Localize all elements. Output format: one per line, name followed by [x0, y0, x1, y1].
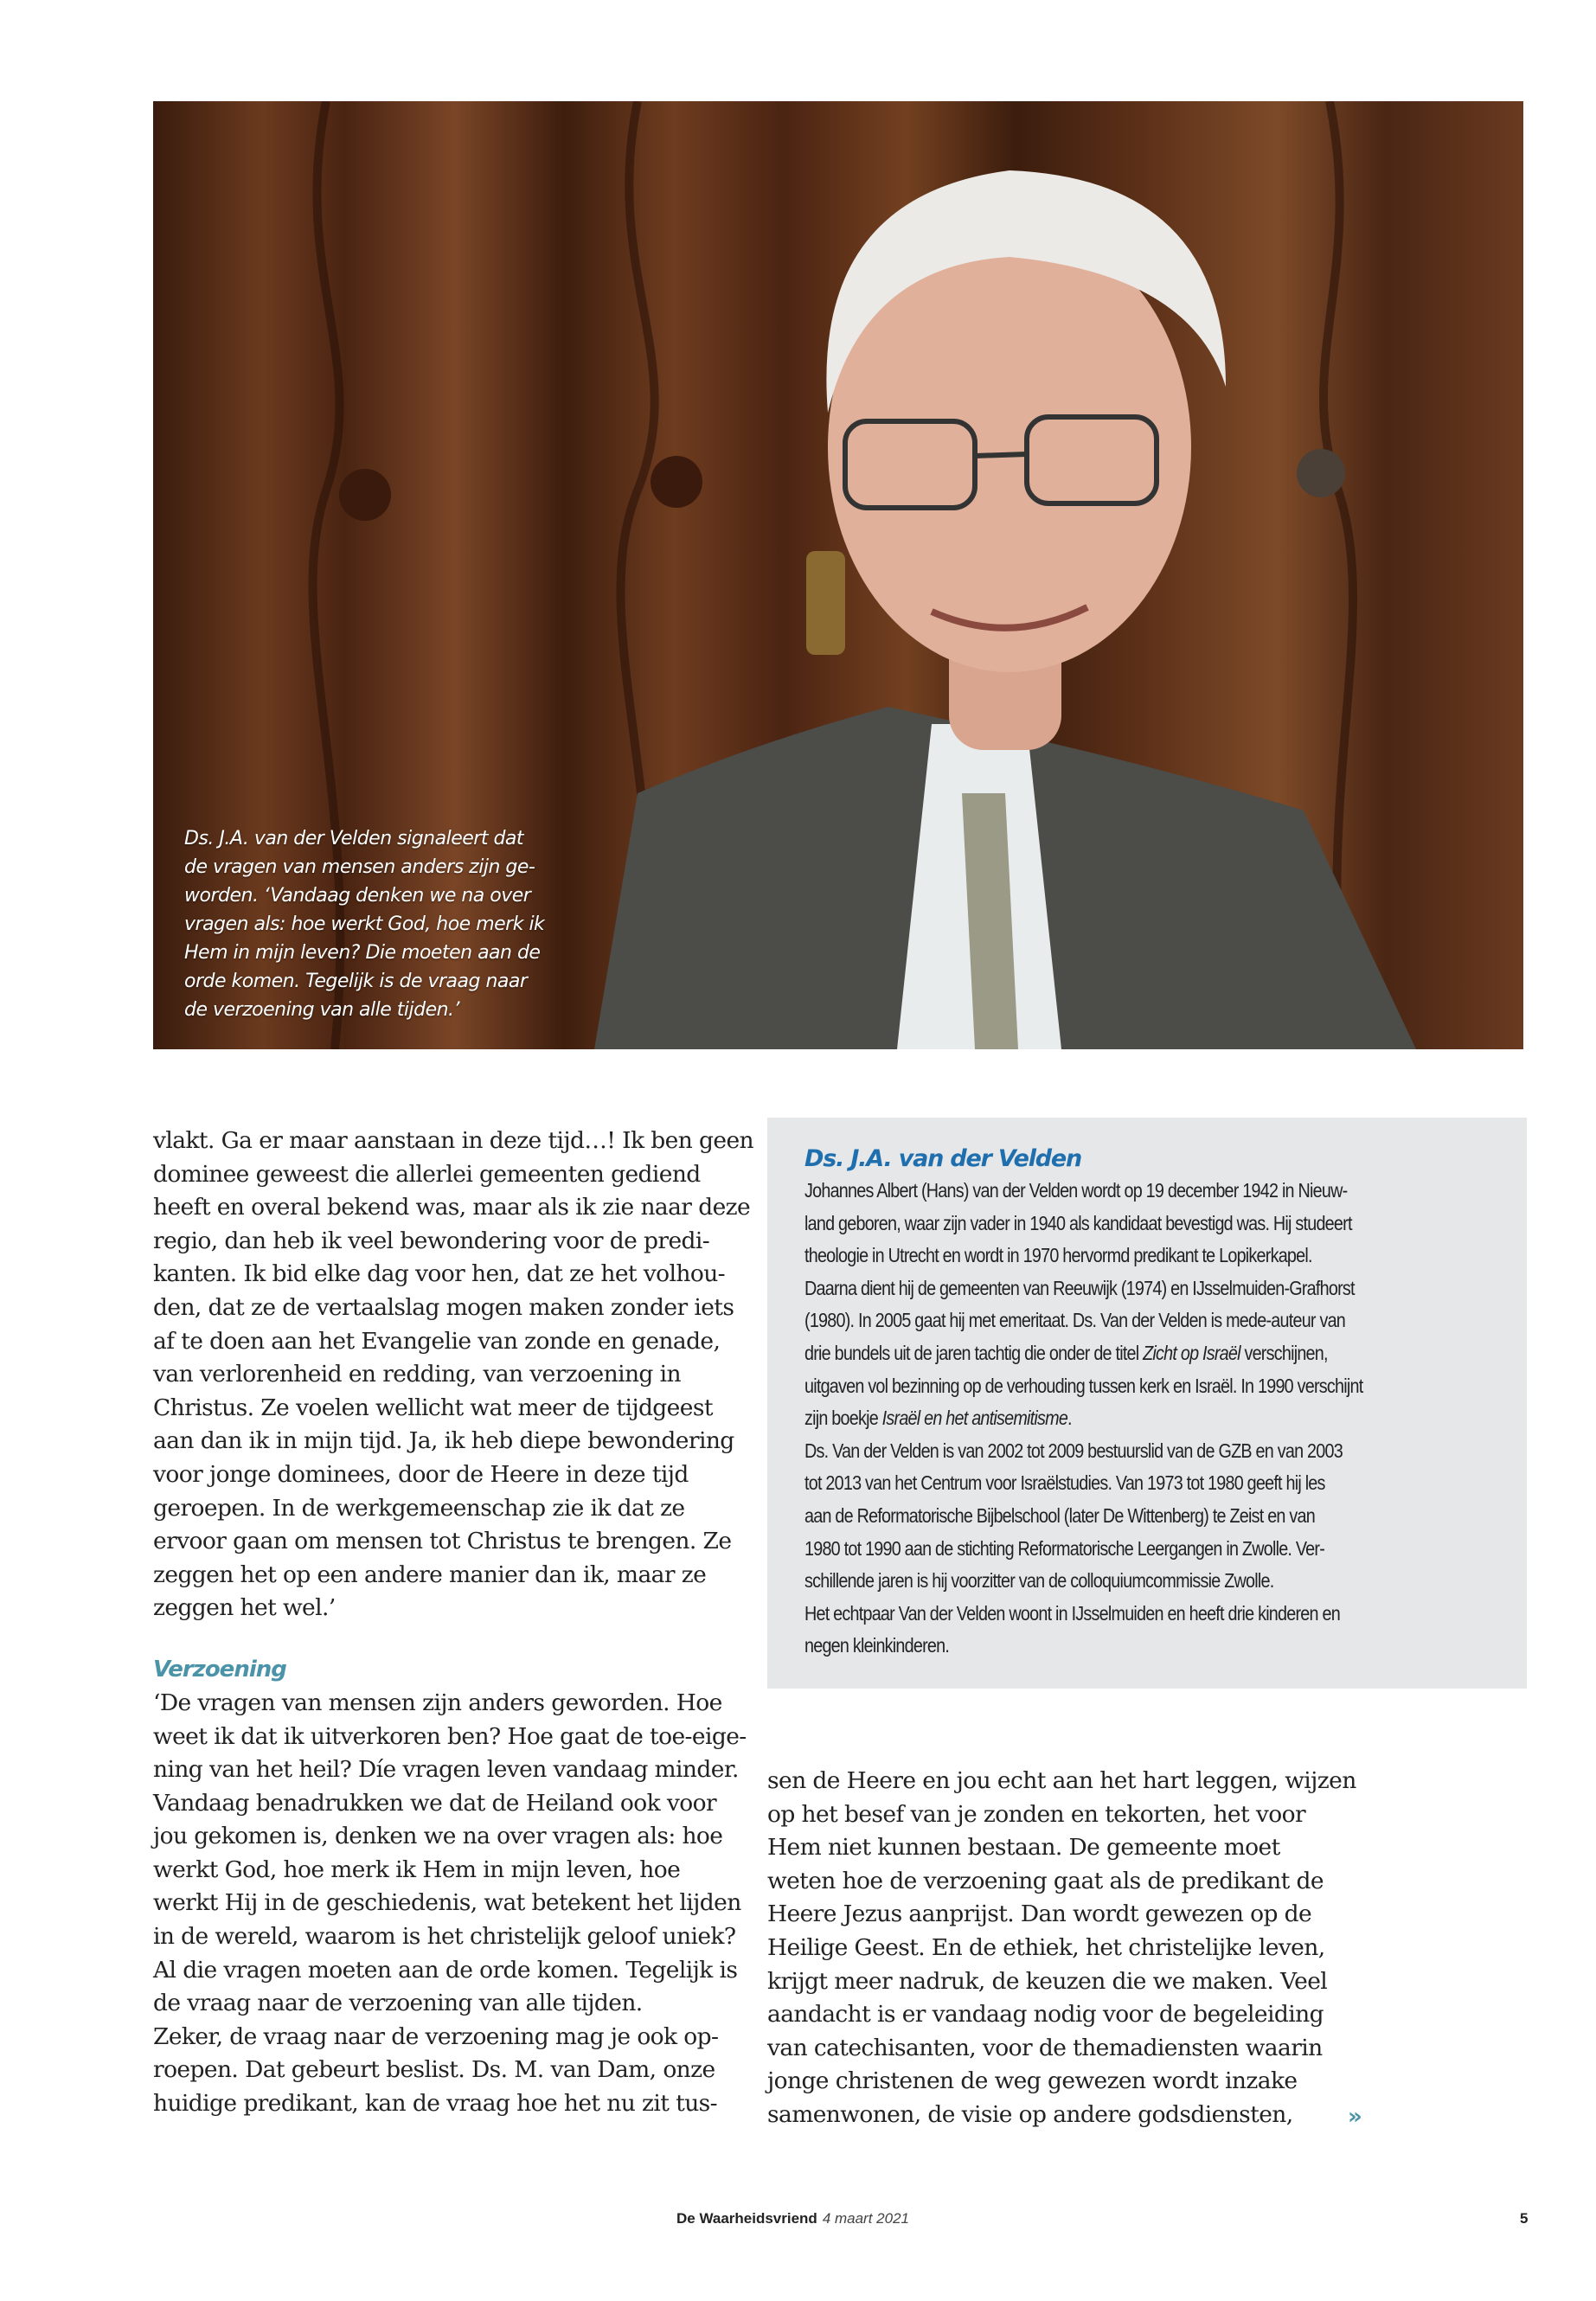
text-line: Daarna dient hij de gemeenten van Reeuwijk (1974) en IJsselmuiden-Grafhorst — [804, 1276, 1355, 1299]
publication-info — [676, 2210, 909, 2227]
text: verschijnen, — [1240, 1341, 1328, 1364]
text-line: weet ik dat ik uitverkoren ben? Hoe gaat de toe-eige- — [153, 1722, 747, 1750]
text-line: 1980 tot 1990 aan de stichting Reformatorische Leergangen in Zwolle. Ver- — [804, 1536, 1325, 1560]
text-line: negen kleinkinderen. — [804, 1634, 950, 1657]
text-line: in de wereld, waarom is het christelijk geloof uniek? — [153, 1923, 736, 1951]
subheading-verzoening: Verzoening — [153, 1656, 286, 1682]
text-line: samenwonen, de visie op andere godsdiensten, — [767, 2100, 1293, 2128]
text-line: aan de Reformatorische Bijbelschool (later De Wittenberg) te Zeist en van — [804, 1503, 1315, 1527]
text-line: den, dat ze de vertaalslag mogen maken zonder iets — [153, 1293, 734, 1321]
text-line: zeggen het wel.’ — [153, 1594, 336, 1622]
text-line: tot 2013 van het Centrum voor Israëlstudies. Van 1973 tot 1980 geeft hij les — [804, 1471, 1325, 1495]
caption-line: de verzoening van alle tijden.’ — [184, 999, 460, 1021]
text-line: van catechisanten, voor de themadiensten waarin — [767, 2034, 1323, 2061]
text-line: de vraag naar de verzoening van alle tijden. — [153, 1990, 643, 2017]
text-line: Christus. Ze voelen wellicht wat meer de tijdgeest — [153, 1394, 713, 1421]
text-line: dominee geweest die allerlei gemeenten gediend — [153, 1160, 701, 1188]
left-column — [153, 1125, 754, 2121]
paragraph — [153, 1687, 747, 2121]
right-column — [767, 1765, 1356, 2132]
caption-line: Ds. J.A. van der Velden signaleert dat — [184, 828, 524, 849]
text-line: jonge christenen de weg gewezen wordt inzake — [767, 2067, 1298, 2095]
text-line: geroepen. In de werkgemeenschap zie ik dat ze — [153, 1494, 685, 1522]
text-line: heeft en overal bekend was, maar als ik zie naar deze — [153, 1194, 751, 1221]
text: drie bundels uit de jaren tachtig die onder de titel — [804, 1341, 1144, 1364]
text-line: ervoor gaan om mensen tot Christus te brengen. Ze — [153, 1528, 732, 1555]
text-line: aandacht is er vandaag nodig voor de begeleiding — [767, 2001, 1324, 2029]
text-line: aan dan ik in mijn tijd. Ja, ik heb diepe bewondering — [153, 1427, 734, 1455]
publication-date: 4 maart 2021 — [822, 2210, 909, 2227]
bio-sidebar-box — [767, 1118, 1527, 1689]
text-line: van verlorenheid en redding, van verzoening in — [153, 1361, 681, 1388]
text-line: vlakt. Ga er maar aanstaan in deze tijd…! Ik ben geen — [153, 1127, 754, 1154]
text: zijn boekje — [804, 1407, 882, 1430]
book-title: Israël en het antisemitisme — [881, 1407, 1068, 1430]
text-line: Het echtpaar Van der Velden woont in IJsselmuiden en heeft drie kinderen en — [804, 1601, 1340, 1625]
text-line: werkt Hij in de geschiedenis, wat betekent het lijden — [153, 1889, 741, 1917]
text-line: kanten. Ik bid elke dag voor hen, dat ze het volhou- — [153, 1260, 726, 1288]
caption-line: orde komen. Tegelijk is de vraag naar — [184, 971, 528, 992]
continue-marker: » — [1348, 2104, 1362, 2130]
text-line: Al die vragen moeten aan de orde komen. Tegelijk is — [153, 1956, 738, 1984]
text-line: Hem niet kunnen bestaan. De gemeente moet — [767, 1834, 1280, 1862]
bio-line: uitgaven vol bezinning op de verhouding tussen kerk en Israël. In 1990 verschijnt — [804, 1374, 1363, 1397]
caption-line: de vragen van mensen anders zijn ge- — [184, 856, 535, 878]
text-line: af te doen aan het Evangelie van zonde en genade, — [153, 1327, 721, 1355]
text-line: land geboren, waar zijn vader in 1940 als kandidaat bevestigd was. Hij studeert — [804, 1211, 1352, 1234]
text-line: (1980). In 2005 gaat hij met emeritaat. Ds. Van der Velden is mede-auteur van — [804, 1309, 1346, 1332]
text-line: op het besef van je zonden en tekorten, het voor — [767, 1800, 1306, 1828]
text-line: sen de Heere en jou echt aan het hart leggen, wijzen — [767, 1767, 1356, 1794]
text-line: Ds. Van der Velden is van 2002 tot 2009 bestuurslid van de GZB en van 2003 — [804, 1439, 1343, 1462]
text-line: jou gekomen is, denken we na over vragen als: hoe — [153, 1823, 723, 1850]
text-line: theologie in Utrecht en wordt in 1970 hervormd predikant te Lopikerkapel. — [804, 1244, 1312, 1267]
page-number: 5 — [1520, 2210, 1529, 2227]
text-line: voor jonge dominees, door de Heere in deze tijd — [153, 1460, 689, 1488]
text-line: roepen. Dat gebeurt beslist. Ds. M. van Dam, onze — [153, 2056, 715, 2084]
text-line: krijgt meer nadruk, de keuzen die we maken. Veel — [767, 1967, 1328, 1995]
text-line: huidige predikant, kan de vraag hoe het nu zit tus- — [153, 2090, 718, 2118]
text-line: Heilige Geest. En de ethiek, het christelijke leven, — [767, 1933, 1325, 1961]
bio-line — [804, 1337, 1426, 1370]
bio-title: Ds. J.A. van der Velden — [804, 1145, 1082, 1172]
photo-caption — [184, 824, 565, 1024]
text-line: Heere Jezus aanprijst. Dan wordt gewezen op de — [767, 1900, 1312, 1928]
text-line: weten hoe de verzoening gaat als de predikant de — [767, 1867, 1324, 1894]
bio-line — [804, 1402, 1426, 1435]
text-line: ning van het heil? Díe vragen leven vandaag minder. — [153, 1756, 739, 1784]
text-line: schillende jaren is hij voorzitter van de colloquiumcommissie Zwolle. — [804, 1569, 1274, 1593]
portrait-photo — [153, 101, 1523, 1049]
text: . — [1067, 1407, 1072, 1430]
text-line: Johannes Albert (Hans) van der Velden wordt op 19 december 1942 in Nieuw- — [804, 1179, 1348, 1202]
caption-line: vragen als: hoe werkt God, hoe merk ik — [184, 913, 545, 935]
caption-line: Hem in mijn leven? Die moeten aan de — [184, 942, 541, 964]
text-line: ‘De vragen van mensen zijn anders geworden. Hoe — [153, 1689, 722, 1716]
book-title: Zicht op Israël — [1143, 1341, 1240, 1364]
text-line: Vandaag benadrukken we dat de Heiland ook voor — [153, 1789, 717, 1817]
paragraph — [153, 1125, 754, 1625]
caption-line: worden. ‘Vandaag denken we na over — [184, 885, 531, 907]
text-line: Zeker, de vraag naar de verzoening mag je ook op- — [153, 2022, 719, 2050]
publication-name: De Waarheidsvriend — [676, 2210, 817, 2227]
text-line: regio, dan heb ik veel bewondering voor de predi- — [153, 1227, 710, 1254]
text-line: zeggen het op een andere manier dan ik, maar ze — [153, 1561, 707, 1588]
text-line: werkt God, hoe merk ik Hem in mijn leven, hoe — [153, 1856, 681, 1883]
